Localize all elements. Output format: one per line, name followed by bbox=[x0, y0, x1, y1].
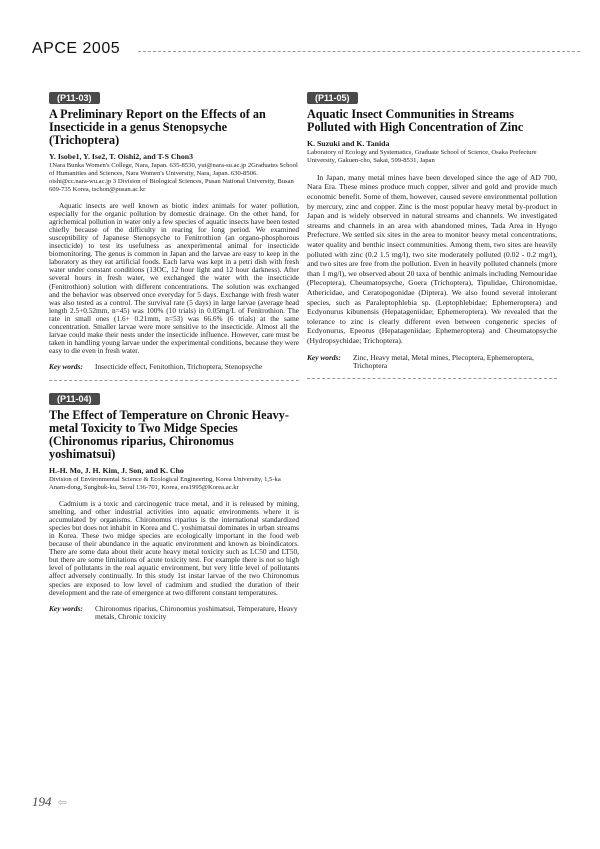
paper-tag: (P11-05) bbox=[307, 92, 358, 104]
paper-keywords bbox=[49, 363, 299, 371]
conference-name: APCE 2005 bbox=[32, 40, 121, 57]
paper-title: Aquatic Insect Communities in Streams Polluted with High Concentration of Zinc bbox=[307, 107, 524, 134]
section-divider bbox=[49, 380, 299, 381]
keywords-text: Insecticide effect, Fenitothion, Trichoptera, Stenopsyche bbox=[95, 362, 263, 372]
paper-title: The Effect of Temperature on Chronic Heavy-metal Toxicity to Two Midge Species (Chironomus riparius, Chironomus yoshimatsui) bbox=[49, 407, 289, 461]
right-column bbox=[307, 88, 557, 387]
header-divider bbox=[138, 51, 580, 52]
keywords-label: Key words: bbox=[49, 603, 83, 613]
paper-abstract: In Japan, many metal mines have been developed since the age of AD 700, Nara Era. These mines produce much copper, silver and gold and provide much economic benefit. Some of them, however, caused severe environmental pollution by mercury, zinc and copper. Zinc is the most popular heavy metal by-product in Japan and is widely observed in natural streams and channels. We investigated streams and channels in an area with abandoned mines, Tada Area in Hyogo Prefecture. We settled six sites in the area to monitor heavy metal concentrations, water quality and benthic insect communities. Among them, two sites are heavily polluted with zinc (0.2 1.5 mg/l), two site moderately polluted (0.02 - 0.2 mg/l), and two sites are free from the pollution. Even in heavily polluted channels (more than 1 mg/l), we observed about 20 taxa of benthic animals including Nemouridae (Plecoptera), Cheumatopsyche, Goera (Trichoptera), Tipulidae, Chironomidae, Athericidae, and Ceratopogonidae (Diptera). We also found several intolerant species, such as Paraleptophlebia sp. (Leptophlebidae; Ephemeroptera) and Ecdyonurus kibunensis (Hepatageniidae; Ephemeroptera). We revealed that the tolerance to zinc is clearly different even between congeneric species of Ecdyonurus, Epeorus (Hepatageniidae; Ephemeroptera) and Cheumatopsyche (Hydropsychidae; Trichoptera). bbox=[307, 172, 557, 345]
paper-tag: (P11-04) bbox=[49, 393, 100, 405]
paper-p11-04 bbox=[49, 389, 299, 622]
page-number: 194 bbox=[32, 794, 52, 809]
keywords-text: Chironomus riparius, Chironomus yoshimatsui, Temperature, Heavy metals, Chronic toxicity bbox=[95, 603, 298, 622]
paper-affiliation: 1Nara Bunka Women's College, Nara, Japan. 635-8530, yui@nara-su.ac.jp 2Graduates School of Humanities and Sciences, Nara Women's University, Nara, Japan. 630-8506. oishi@cc.nara-wu.ac.jp 3 Division of Biological Sciences, Pusan National University, Busan 609-735 Korea, tschon@pusan.ac.kr bbox=[49, 162, 298, 193]
section-divider bbox=[307, 378, 557, 379]
paper-abstract: Cadmium is a toxic and carcinogenic trace metal, and it is released by mining, smelting, and other industrial activities into aquatic environments where it is accumulated by organisms. Chironomus riparius is the international standardized species but does not inhabit in Korea and C. yoshimatsui dominates in urban streams in Korea. These two midge species are ecologically important in the food web because of their abundance in the aquatic environment and known as bioindicators. There are some data about their acute heavy metal toxicity such as LC50 and LT50, but there are some limitations of acute toxicity test. For example there is not so high level of pollutants in the real aquatic environment, but very little level of pollutants affect adversely continually. In this study 1st instar larvae of the two Chironomus species are exposed to low level of cadmium and studied the duration of their development and the rate of emergence at two different constant temperatures. bbox=[49, 498, 299, 597]
page-header bbox=[32, 40, 580, 62]
paper-title: A Preliminary Report on the Effects of an Insecticide in a genus Stenopsyche (Trichoptera) bbox=[49, 107, 266, 147]
keywords-label: Key words: bbox=[49, 362, 83, 372]
paper-authors: Y. Isobe1, Y. Ise2, T. Oishi2, and T-S Chon3 bbox=[49, 152, 194, 161]
page-footer bbox=[32, 794, 67, 810]
paper-p11-03 bbox=[49, 88, 299, 372]
paper-affiliation: Laboratory of Ecology and Systematics, Graduate School of Science, Osaka Prefecture University, Gakuen-cho, Sakai, 599-8531, Japan bbox=[307, 149, 537, 164]
paper-keywords bbox=[49, 605, 299, 622]
back-arrow-icon[interactable]: ⇦ bbox=[57, 797, 67, 809]
paper-p11-05 bbox=[307, 88, 557, 370]
paper-affiliation: Division of Environmental Science & Ecological Engineering, Korea University, 1,5-ka Anam-dong, Sungbuk-ku, Seoul 136-701, Korea, era1995@Korea.ac.kr bbox=[49, 475, 281, 491]
keywords-label: Key words: bbox=[307, 352, 341, 362]
paper-abstract: Aquatic insects are well known as biotic index animals for water pollution, especially for the organic pollution by domestic drainage. On the other hand, for agrichemical pollution in water only a few species of aquatic insects have been tested chiefly because of the difficulty in rearing for long period. We examined susceptibility of Japanese Stenopsyche to Fenitrothion (an organo-phosphorous insecticide) to test its usefulness as anexperimental animal for insecticide biomonitoring. The genus is common in Japan and the larvae are easy to keep in the laboratory as they eat artificial foods. Each larva was kept in a petri dish with fresh water under constant conditions (13OC, 12 hour light and 12 hour darkness). After several hours in fresh water, we exchanged the water with the insecticide (Fenitrothion) solution with different concentrations. The solution was exchanged and the behavior was observed once everyday for 5 days. Exchange with fresh water was also tested as a control. The survival rate (5 days) in large larvae (average head length 2.5+0.52mm, n=45) was 100% (10 trials) in 0.05mg/L of Fenitrothion. The rate in small ones (1.6+ 0.21mm, n=53) was 66.6% (6 trials) at the same concentration. Smaller larvae were more sensitive to the insecticide. Almost all the larvae could make their nests under the insecticide influence. However, care must be taken in handling young larvae under the experimental conditions, because they were easy to die even in fresh water. bbox=[49, 200, 299, 356]
keywords-text: Zinc, Heavy metal, Metal mines, Plecoptera, Ephemeroptera, Trichoptera bbox=[353, 352, 534, 370]
paper-authors: H.-H. Mo, J. H. Kim, J. Son, and K. Cho bbox=[49, 465, 184, 475]
paper-authors: K. Suzuki and K. Tanida bbox=[307, 139, 390, 148]
left-column bbox=[49, 88, 299, 622]
paper-tag: (P11-03) bbox=[49, 92, 100, 104]
paper-keywords bbox=[307, 354, 557, 371]
